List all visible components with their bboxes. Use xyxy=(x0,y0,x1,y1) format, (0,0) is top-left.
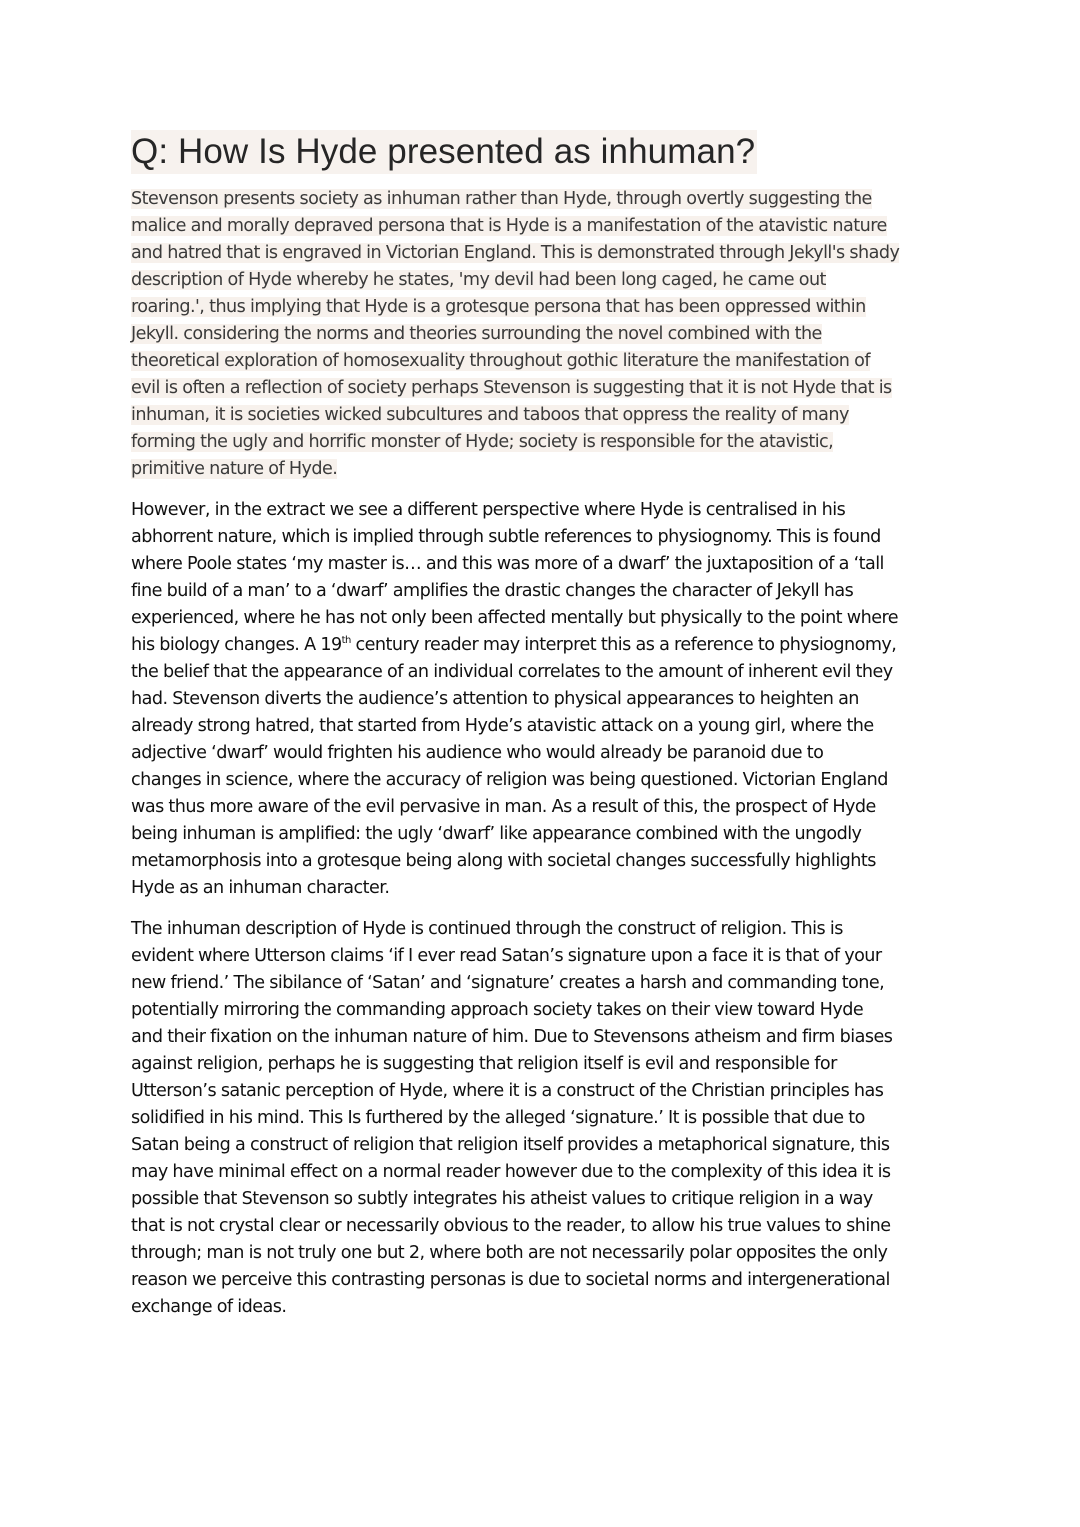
text-line: The inhuman description of Hyde is continued through the construct of religion. This is xyxy=(131,919,843,939)
superscript: th xyxy=(341,635,351,646)
text-line: where Poole states ‘my master is… and this was more of a dwarf’ the juxtaposition of a ‘tall xyxy=(131,554,884,574)
text-line: already strong hatred, that started from Hyde’s atavistic attack on a young girl, where the xyxy=(131,716,874,736)
text-line: Stevenson presents society as inhuman rather than Hyde, through overtly suggesting the xyxy=(131,189,872,209)
text-line: forming the ugly and horrific monster of Hyde; society is responsible for the atavistic, xyxy=(131,432,834,452)
text-line: fine build of a man’ to a ‘dwarf’ amplifies the drastic changes the character of Jekyll has xyxy=(131,581,854,601)
text-line: his biology changes. A 19th century reader may interpret this as a reference to physiognomy, xyxy=(131,635,897,655)
text-line: primitive nature of Hyde. xyxy=(131,459,338,479)
text-line: possible that Stevenson so subtly integrates his atheist values to critique religion in a way xyxy=(131,1189,873,1209)
text-line: Hyde as an inhuman character. xyxy=(131,878,390,898)
text-line: and hatred that is engraved in Victorian England. This is demonstrated through Jekyll's shady xyxy=(131,243,900,263)
text-line: and their fixation on the inhuman nature of him. Due to Stevensons atheism and firm biases xyxy=(131,1027,893,1047)
text-line: evil is often a reflection of society perhaps Stevenson is suggesting that it is not Hyde that is xyxy=(131,378,892,398)
text-line: metamorphosis into a grotesque being along with societal changes successfully highlights xyxy=(131,851,876,871)
text-line: roaring.', thus implying that Hyde is a grotesque persona that has been oppressed within xyxy=(131,297,866,317)
text-line: Utterson’s satanic perception of Hyde, where it is a construct of the Christian principles has xyxy=(131,1081,884,1101)
paragraph-2 xyxy=(131,497,961,902)
text-line: evident where Utterson claims ‘if I ever read Satan’s signature upon a face it is that of your xyxy=(131,946,882,966)
paragraph-1-highlighted xyxy=(131,186,961,483)
text-line: the belief that the appearance of an individual correlates to the amount of inherent evil they xyxy=(131,662,893,682)
text-line: changes in science, where the accuracy of religion was being questioned. Victorian England xyxy=(131,770,888,790)
text-line: had. Stevenson diverts the audience’s attention to physical appearances to heighten an xyxy=(131,689,859,709)
text-line: malice and morally depraved persona that is Hyde is a manifestation of the atavistic nature xyxy=(131,216,887,236)
text-line: reason we perceive this contrasting personas is due to societal norms and intergenerational xyxy=(131,1270,890,1290)
text-line: However, in the extract we see a different perspective where Hyde is centralised in his xyxy=(131,500,846,520)
document-page xyxy=(131,130,961,1321)
text-line: theoretical exploration of homosexuality throughout gothic literature the manifestation of xyxy=(131,351,870,371)
text-line: Satan being a construct of religion that religion itself provides a metaphorical signature, this xyxy=(131,1135,890,1155)
text-line: was thus more aware of the evil pervasive in man. As a result of this, the prospect of Hyde xyxy=(131,797,876,817)
text-line: solidified in his mind. This Is furthered by the alleged ‘signature.’ It is possible that due to xyxy=(131,1108,865,1128)
text-line: experienced, where he has not only been affected mentally but physically to the point where xyxy=(131,608,899,628)
text-line: adjective ‘dwarf’ would frighten his audience who would already be paranoid due to xyxy=(131,743,824,763)
text-line: exchange of ideas. xyxy=(131,1297,287,1317)
text-line: description of Hyde whereby he states, 'my devil had been long caged, he came out xyxy=(131,270,826,290)
text-line: potentially mirroring the commanding approach society takes on their view toward Hyde xyxy=(131,1000,864,1020)
text-line: being inhuman is amplified: the ugly ‘dwarf’ like appearance combined with the ungodly xyxy=(131,824,862,844)
document-title: Q: How Is Hyde presented as inhuman? xyxy=(131,130,757,174)
text-line: abhorrent nature, which is implied through subtle references to physiognomy. This is found xyxy=(131,527,881,547)
text-line: may have minimal effect on a normal reader however due to the complexity of this idea it is xyxy=(131,1162,891,1182)
text-line: inhuman, it is societies wicked subcultures and taboos that oppress the reality of many xyxy=(131,405,849,425)
text-line: new friend.’ The sibilance of ‘Satan’ and ‘signature’ creates a harsh and commanding tone, xyxy=(131,973,885,993)
text-line: against religion, perhaps he is suggesting that religion itself is evil and responsible for xyxy=(131,1054,837,1074)
text-line: that is not crystal clear or necessarily obvious to the reader, to allow his true values to shine xyxy=(131,1216,891,1236)
text-line: Jekyll. considering the norms and theories surrounding the novel combined with the xyxy=(131,324,822,344)
text-line: through; man is not truly one but 2, where both are not necessarily polar opposites the only xyxy=(131,1243,888,1263)
paragraph-3 xyxy=(131,916,961,1321)
